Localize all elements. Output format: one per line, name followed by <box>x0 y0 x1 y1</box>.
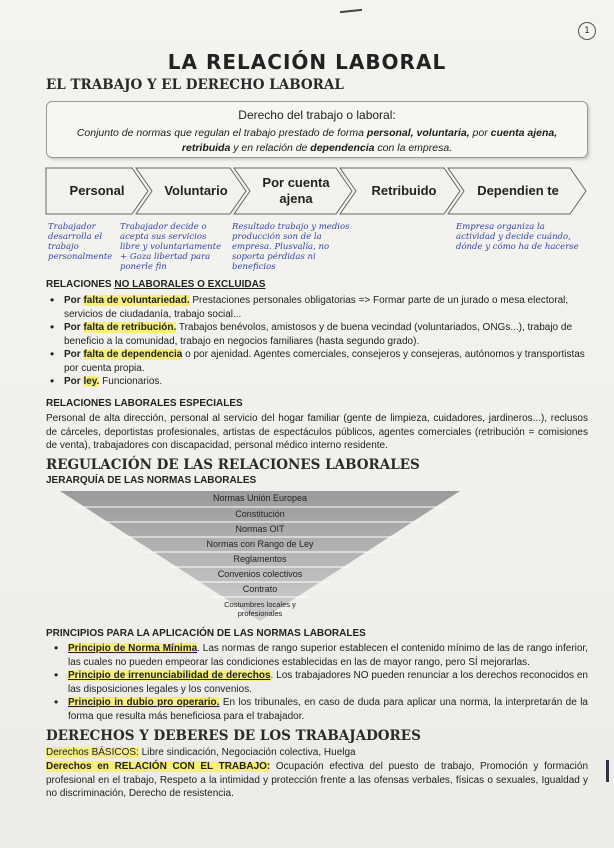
excluidas-list <box>48 294 588 389</box>
handwritten-note-voluntario: Trabajador decide o acepta sus servicios libre y voluntariamente + Goza libertad para ponerle fin <box>120 222 222 272</box>
handwritten-note-personal: Trabajador desarrolla el trabajo personalmente <box>48 222 113 262</box>
excluida-item: • Por ley. Funcionarios. <box>48 375 588 389</box>
page-edge-mark <box>606 760 609 782</box>
principios-heading: PRINCIPIOS PARA LA APLICACIÓN DE LAS NORMAS LABORALES <box>46 628 366 639</box>
excluidas-heading: RELACIONES NO LABORALES O EXCLUIDAS <box>46 279 266 290</box>
definition-box <box>46 101 588 158</box>
section-heading-trabajo: EL TRABAJO Y EL DERECHO LABORAL <box>46 77 344 93</box>
pyramid-level-4: Normas con Rango de Ley <box>206 539 314 549</box>
definition-text: Conjunto de normas que regulan el trabajo prestado de forma personal, voluntaria, por cuenta ajena, retribuida y en relación de dependencia con la empresa. <box>76 127 558 154</box>
principio-item: • Principio de Norma Mínima. Las normas de rango superior establecen el contenido mínimo de las de rango inferior, las cuales no pueden empeorar las condiciones establecidas en las de mayor rango, pero SÍ mejorarlas. <box>52 642 588 669</box>
pen-mark <box>340 9 362 13</box>
excluida-item: • Por falta de dependencia o por ajenidad. Agentes comerciales, consejeros y consejeras, autónomos y transportistas por cuenta propia. <box>48 348 588 375</box>
principio-item: • Principio in dubio pro operario. En los tribunales, en caso de duda para aplicar una norma, la interpretarán de la forma que resulta más beneficiosa para el trabajador. <box>52 696 588 723</box>
excluida-item: • Por falta de voluntariedad. Prestaciones personales obligatorias => Formar parte de un jurado o mesa electoral, servicios de ciudadanía, trabajo social... <box>48 294 588 321</box>
pyramid-level-5: Reglamentos <box>233 554 287 564</box>
page-number: 1 <box>578 22 596 40</box>
chevron-label-2: Voluntario <box>164 183 228 198</box>
handwritten-note-ajena: Resultado trabajo y medios producción son de la empresa. Plusvalía, no soporta pérdidas ni beneficios <box>232 222 350 272</box>
pyramid-level-1: Normas Unión Europea <box>212 493 308 503</box>
chevron-label-4: Retribuido <box>371 183 437 198</box>
chevron-label-5: Dependien te <box>477 183 559 198</box>
principio-item: • Principio de irrenunciabilidad de derechos. Los trabajadores NO pueden renunciar a los derechos reconocidos en las disposiciones legales y los convenios. <box>52 669 588 696</box>
excluida-item: • Por falta de retribución. Trabajos benévolos, amistosos y de buena vecindad (voluntariados, ONGs...), trabajo de beneficio a la comunidad, trabajo en negocios familiares (hasta segundo grado). <box>48 321 588 348</box>
chevron-label-3: Por cuenta ajena <box>262 175 330 206</box>
chevron-label-1: Personal <box>69 183 125 198</box>
especiales-text: Personal de alta dirección, personal al servicio del hogar familiar (gente de limpieza, cuidadores, jardineros...), reclusos de cárceles, deportistas profesionales, artistas de espectáculos públicos, agentes comerciales (retribución = comisiones de venta), trabajadores con discapacidad, personal médico interno residente. <box>46 413 588 451</box>
handwritten-note-dependencia: Empresa organiza la actividad y decide cuándo, dónde y cómo ha de hacerse <box>456 222 579 252</box>
principios-list <box>52 642 588 723</box>
pyramid-level-6: Convenios colectivos <box>217 569 303 579</box>
pyramid-level-3: Normas OIT <box>235 524 285 534</box>
pyramid-level-7: Contrato <box>242 584 278 594</box>
pyramid-level-8: Costumbres locales y profesionales <box>224 600 296 618</box>
pyramid-level-2: Constitución <box>235 509 285 519</box>
section-heading-regulacion: REGULACIÓN DE LAS RELACIONES LABORALES <box>46 457 420 473</box>
derechos-basicos: Derechos BÁSICOS: Libre sindicación, Negociación colectiva, Huelga <box>46 747 356 758</box>
derechos-relacion: Derechos en RELACIÓN CON EL TRABAJO: Ocupación efectiva del puesto de trabajo, Promoción y formación profesional en el trabajo, Respeto a la intimidad y protección frente a las ofensas verbales, físicas o sexuales, Igualdad y no discriminación, Derecho de resistencia. <box>46 761 589 799</box>
especiales-heading: RELACIONES LABORALES ESPECIALES <box>46 398 243 409</box>
jerarquia-heading: JERARQUÍA DE LAS NORMAS LABORALES <box>46 475 257 486</box>
definition-title: Derecho del trabajo o laboral: <box>238 108 396 122</box>
page-title: LA RELACIÓN LABORAL <box>167 50 447 74</box>
section-heading-derechos: DERECHOS Y DEBERES DE LOS TRABAJADORES <box>46 728 421 744</box>
